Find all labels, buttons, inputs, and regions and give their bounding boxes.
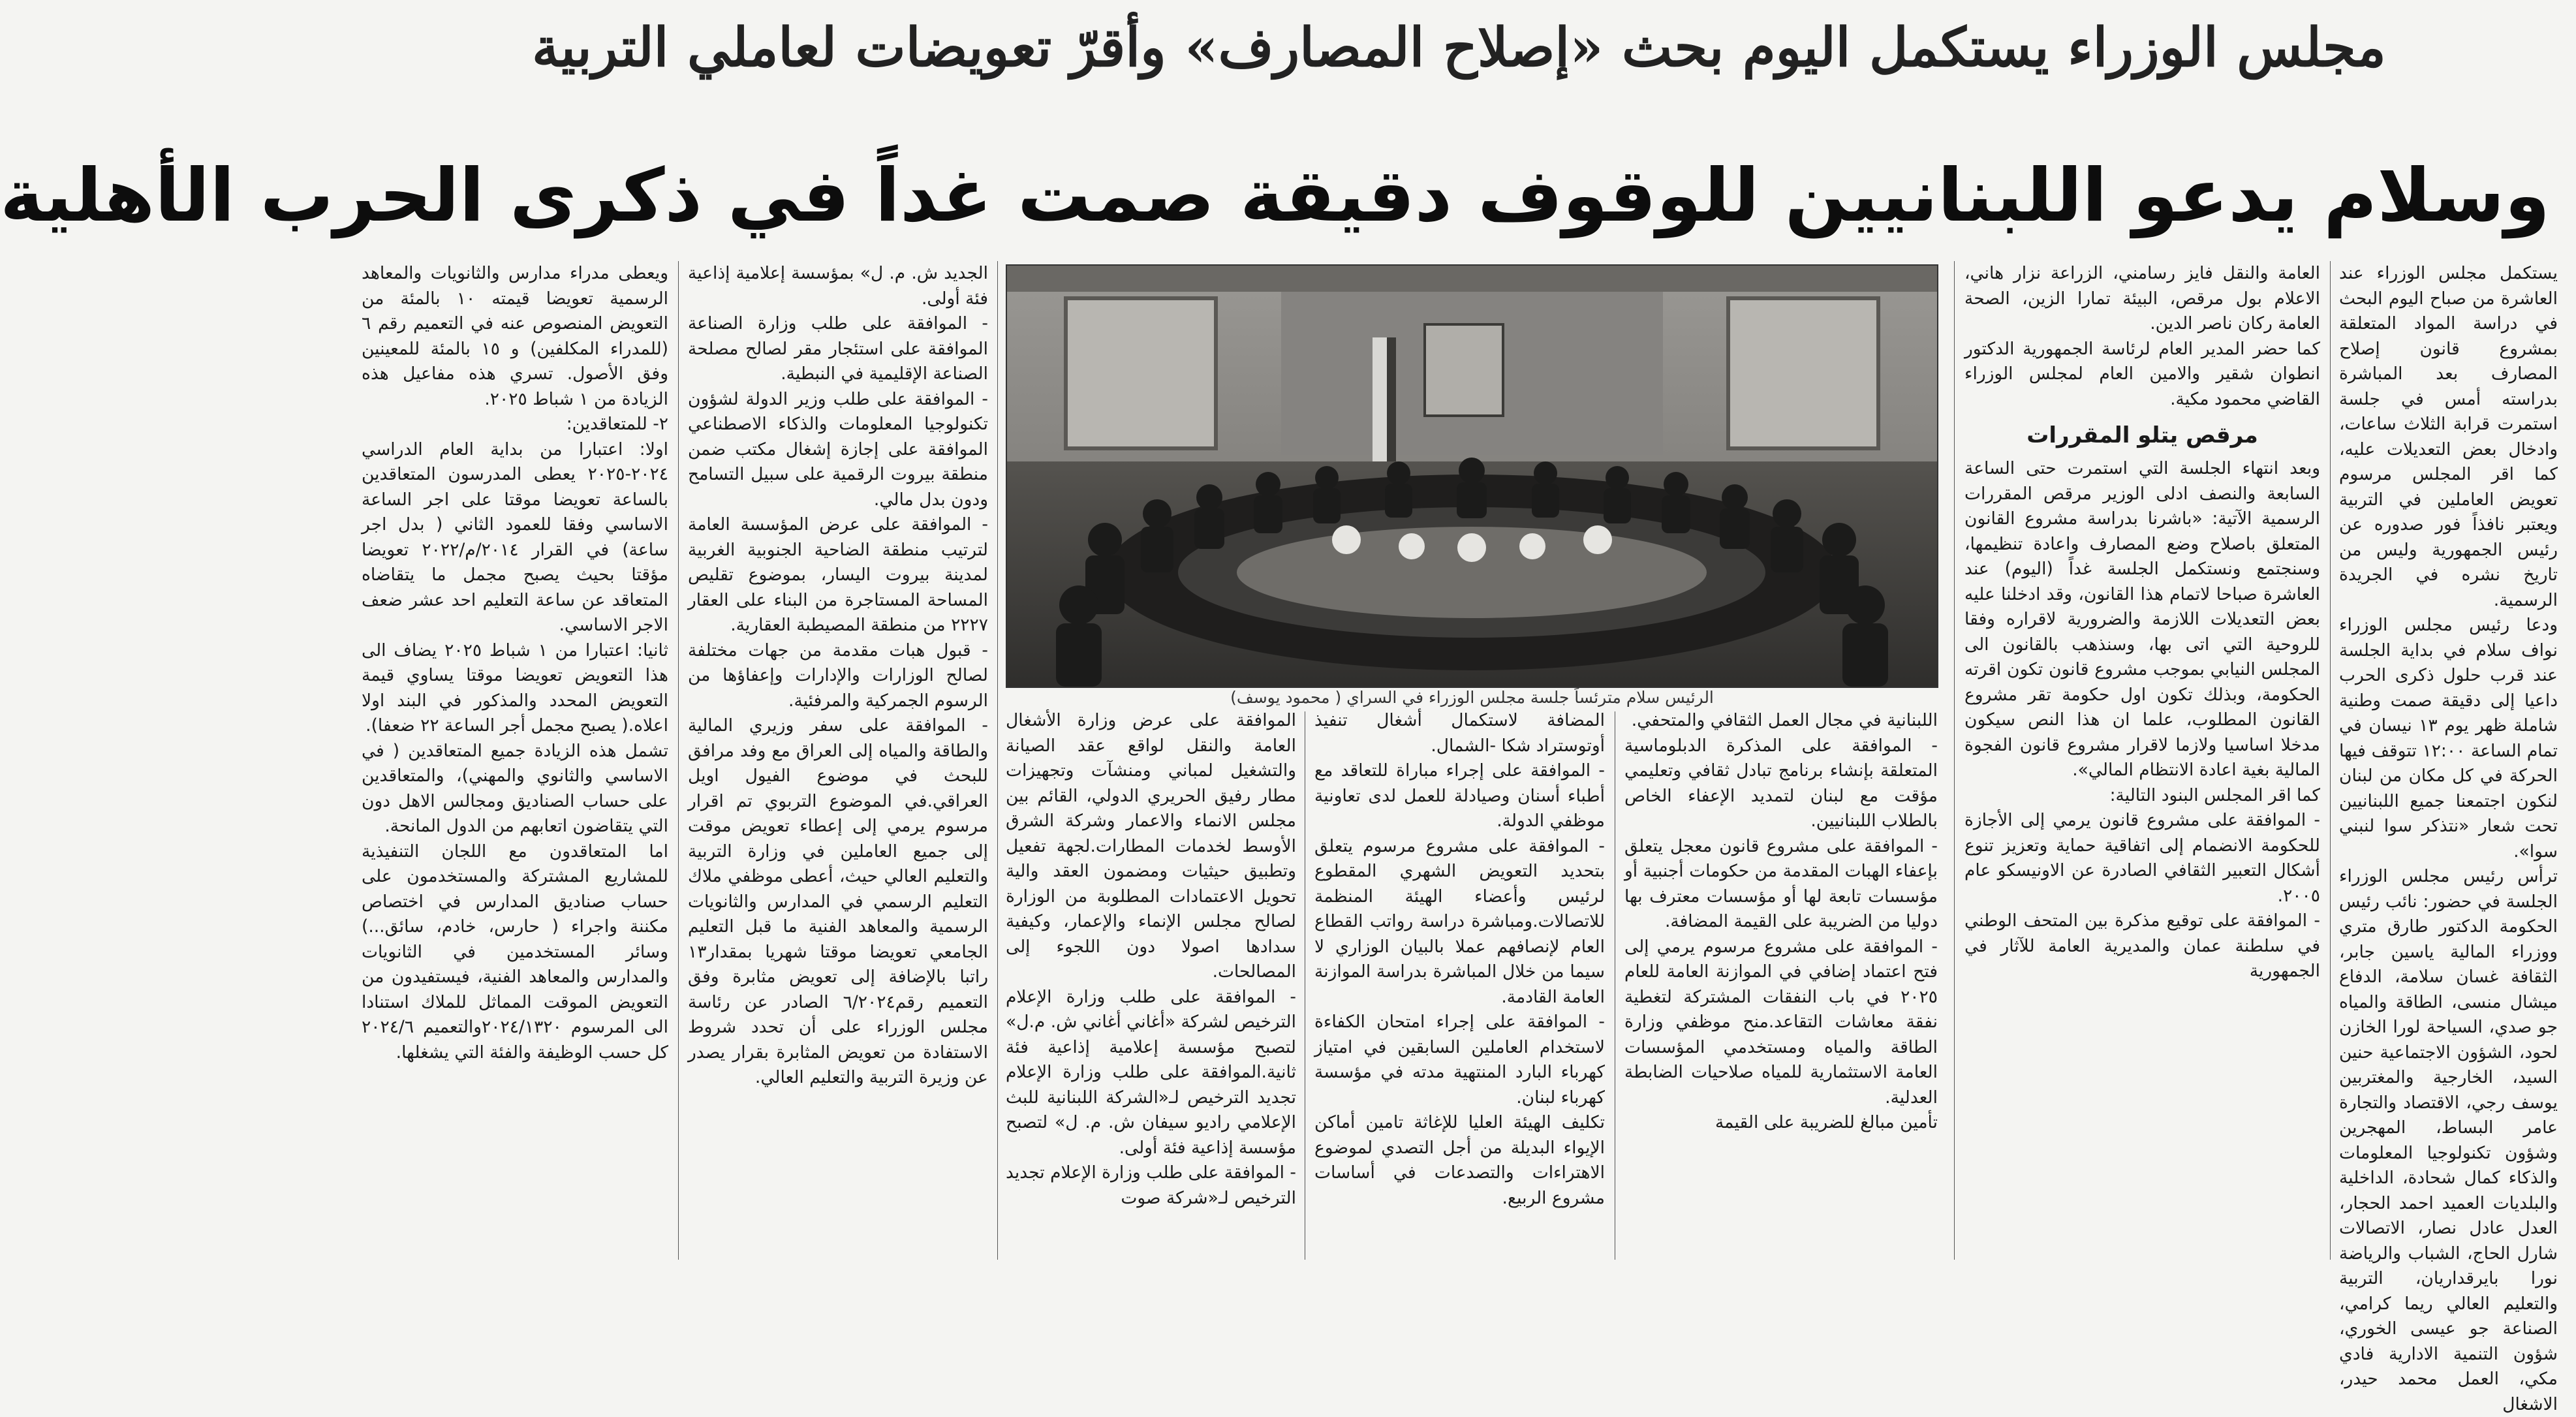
article-column-4	[1314, 708, 1605, 1260]
paragraph: - الموافقة على طلب وزير الدولة لشؤون تكنولوجيا المعلومات والذكاء الاصطناعي الموافقة على إجازة إشغال مكتب ضمن منطقة بيروت الرقمية على سبيل التسامح ودون بدل مالي.	[688, 388, 988, 510]
paragraph: - الموافقة على طلب وزارة الصناعة الموافقة على استئجار مقر لصالح مصلحة الصناعة الإقليمية في النبطية.	[688, 313, 988, 384]
section-heading: مرقص يتلو المقررات	[2026, 422, 2258, 448]
paragraph: - قبول هبات مقدمة من جهات مختلفة لصالح الوزارات والإدارات وإعفاؤها من الرسوم الجمركية والمرفئية.	[688, 640, 988, 711]
paragraph: ثانيا: اعتبارا من ١ شباط ٢٠٢٥ يضاف الى هذا التعويض تعويضا موقتا يساوي قيمة التعويض المحدد والمذكور في البند اولا اعلاه.( يصبح مجمل أجر الساعة ٢٢ ضعفا).	[362, 640, 668, 736]
paragraph: تشمل هذه الزيادة جميع المتعاقدين ( في الاساسي والثانوي والمهني)، والمتعاقدين على حساب الصناديق ومجالس الاهل دون التي يتقاضون اتعابهم من الدول المانحة.	[362, 740, 668, 836]
column-divider	[1954, 261, 1955, 1260]
paragraph: ٢- للمتعاقدين:	[566, 414, 668, 434]
paragraph: - الموافقة على سفر وزيري المالية والطاقة والمياه إلى العراق مع وفد مرافق للبحث في موضوع الفيول اويل العراقي.في الموضوع التربوي تم اقرار مرسوم يرمي إلى إعطاء تعويض موقت إلى جميع العاملين في وزارة التربية والتعليم العالي حيث، أعطى موظفي ملاك التعليم الرسمي في المدارس والثانويات الرسمية والمعاهد الفنية ما قبل التعليم الجامعي تعويضا موقتا شهريا بمقدار١٣ راتبا بالإضافة إلى تعويض مثابرة وفق التعميم رقم٦/٢٠٢٤ الصادر عن رئاسة مجلس الوزراء على أن تحدد شروط الاستفادة من تعويض المثابرة بقرار يصدر عن وزيرة التربية والتعليم العالي.	[688, 715, 988, 1087]
paragraph: - الموافقة على مشروع قانون يرمي إلى الأجازة للحكومة الانضمام إلى اتفاقية حماية وتعزيز تنوع أشكال التعبير الثقافي الصادرة عن الاونيسكو عام ٢٠٠٥.	[1964, 810, 2320, 906]
article-column-5	[1006, 708, 1296, 1260]
paragraph: اما المتعاقدون مع اللجان التنفيذية للمشاريع المشتركة والمستخدمون على حساب صناديق المدارس في اختصاص مكننة واجراء ( حارس، خادم، سائق...) وسائر المستخدمين في الثانويات والمدارس والمعاهد الفنية، فيستفيدون من التعويض الموقت المماثل للملاك استنادا الى المرسوم ٢٠٢٤/١٣٢٠والتعميم ٢٠٢٤/٦ كل حسب الوظيفة والفئة التي يشغلها.	[362, 841, 668, 1063]
photo-caption: الرئيس سلام مترئساً جلسة مجلس الوزراء في السراي ( محمود يوسف)	[1230, 688, 1714, 707]
main-headline: وسلام يدعو اللبنانيين للوقوف دقيقة صمت غداً في ذكرى الحرب الأهلية	[0, 153, 2550, 238]
paragraph: ويعطى مدراء مدارس والثانويات والمعاهد الرسمية تعويضا قيمته ١٠ بالمئة من التعويض المنصوص عنه في التعميم رقم ٦ (للمدراء المكلفين) و ١٥ بالمئة للمعينين وفق الأصول. تسري هذه مفاعيل هذه الزيادة من ١ شباط ٢٠٢٥.	[362, 263, 669, 409]
paragraph: وبعد انتهاء الجلسة التي استمرت حتى الساعة السابعة والنصف ادلى الوزير مرقص المقررات الرسمية الآتية: «باشرنا بدراسة مشروع القانون المتعلق باصلاح وضع المصارف واعادة تنظيمها، وسنجتمع ونستكمل الجلسة غداً (اليوم) عند العاشرة صباحا لاتمام هذا القانون، وقد ادخلنا عليه بعض التعديلات اللازمة والضرورية لاقراره وفقا للروحية التي اتى بها، وسنذهب بالقانون الى المجلس النيابي بموجب مشروع قانون تكون اقرته الحكومة، وبذلك تكون اول حكومة تقر مشروع القانون المطلوب، علما ان هذا النص سيكون مدخلا اساسيا ولازما لاقرار مشروع قانون الفجوة المالية بغية اعادة الانتظام المالي».	[1964, 458, 2320, 780]
paragraph: تكليف الهيئة العليا للإغاثة تامين أماكن الإيواء البديلة من أجل التصدي لموضوع الاهتراءات والتصدعات في أساسات مشروع الربيع.	[1314, 1112, 1605, 1208]
paragraph: كما اقر المجلس البنود التالية:	[2109, 785, 2320, 805]
column-divider	[678, 261, 679, 1260]
article-column-1	[2339, 261, 2558, 1414]
article-column-6	[688, 261, 988, 1260]
sub-headline: مجلس الوزراء يستكمل اليوم بحث «إصلاح المصارف» وأقرّ تعويضات لعاملي التربية	[532, 16, 2386, 79]
paragraph: - الموافقة على طلب وزارة الإعلام تجديد الترخيص لـ«شركة صوت	[1006, 1162, 1296, 1208]
paragraph: - الموافقة على المذكرة الدبلوماسية المتعلقة بإنشاء برنامج تبادل ثقافي وتعليمي مؤقت مع لبنان لتمديد الإعفاء الخاص بالطلاب اللبنانيين.	[1624, 735, 1938, 831]
article-column-3	[1624, 708, 1938, 1260]
paragraph: يستكمل مجلس الوزراء عند العاشرة من صباح اليوم البحث في دراسة المواد المتعلقة بمشروع قانون إصلاح المصارف بعد المباشرة بدراسته أمس في جلسة استمرت قرابة الثلاث ساعات، وادخال بعض التعديلات عليه، كما اقر المجلس مرسوم تعويض العاملين في التربية ويعتبر نافذاً فور صدوره عن رئيس الجمهورية وليس من تاريخ نشره في الجريدة الرسمية.	[2339, 263, 2558, 610]
column-divider	[997, 261, 998, 1260]
paragraph: - الموافقة على مشروع مرسوم يرمي إلى فتح اعتماد إضافي في الموازنة العامة للعام ٢٠٢٥ في باب النفقات المشتركة لتغطية نفقة معاشات التقاعد.منح موظفي وزارة الطاقة والمياه ومستخدمي المؤسسات العامة الاستثمارية للمياه صلاحيات الضابطة العدلية.	[1624, 936, 1938, 1108]
article-column-2	[1964, 261, 2320, 1260]
paragraph: الموافقة على عرض وزارة الأشغال العامة والنقل لواقع عقد الصيانة والتشغيل لمباني ومنشآت وتجهيزات مطار رفيق الحريري الدولي، القائم بين مجلس الانماء والاعمار وشركة الشرق الأوسط لخدمات المطارات.لجهة تفعيل وتطبيق حيثيات ومضمون العقد والية تحويل الاعتمادات المطلوبة من الوزارة لصالح مجلس الإنماء والإعمار، وكيفية سدادها اصولا دون اللجوء إلى المصالحات.	[1006, 710, 1296, 982]
paragraph: - الموافقة على إجراء امتحان الكفاءة لاستخدام العاملين السابقين في امتياز كهرباء البارد المنتهية مدته في مؤسسة كهرباء لبنان.	[1314, 1012, 1605, 1108]
cabinet-session-photo	[1006, 264, 1938, 688]
paragraph: المضافة لاستكمال أشغال تنفيذ أوتوستراد شكا -الشمال.	[1314, 710, 1605, 756]
paragraph: اولا: اعتبارا من بداية العام الدراسي ٢٠٢٤-٢٠٢٥ يعطى المدرسون المتعاقدين بالساعة تعويضا موقتا على اجر الساعة الاساسي وفقا للعمود الثاني ( بدل اجر ساعة) في القرار ٢٠١٤/م/٢٠٢٢ تعويضا مؤقتا بحيث يصبح مجمل ما يتقاضاه المتعاقد عن ساعة التعليم احد عشر ضعف الاجر الاساسي.	[362, 439, 668, 635]
column-divider	[2330, 261, 2331, 1260]
paragraph: - الموافقة على إجراء مباراة للتعاقد مع أطباء أسنان وصيادلة للعمل لدى تعاونية موظفي الدولة.	[1314, 760, 1605, 831]
paragraph: ترأس رئيس مجلس الوزراء الجلسة في حضور: نائب رئيس الحكومة الدكتور طارق متري ووزراء المالية ياسين جابر، الثقافة غسان سلامة، الدفاع ميشال منسى، الطاقة والمياه جو صدي، السياحة لورا الخازن لحود، الشؤون الاجتماعية حنين السيد، الخارجية والمغتربين يوسف رجي، الاقتصاد والتجارة عامر البساط، المهجرين وشؤون تكنولوجيا المعلومات والذكاء كمال شحادة، الداخلية والبلديات العميد احمد الحجار، العدل عادل نصار، الاتصالات شارل الحاج، الشباب والرياضة نورا بايرقداريان، التربية والتعليم العالي ريما كرامي، الصناعة جو عيسى الخوري، شؤون التنمية الادارية فادي مكي، العمل محمد حيدر، الاشغال	[2339, 866, 2558, 1414]
paragraph: - الموافقة على توقيع مذكرة بين المتحف الوطني في سلطنة عمان والمديرية العامة للآثار في الجمهورية	[1964, 911, 2320, 981]
paragraph: كما حضر المدير العام لرئاسة الجمهورية الدكتور انطوان شقير والامين العام لمجلس الوزراء القاضي محمود مكية.	[1964, 338, 2320, 409]
paragraph: - الموافقة على عرض المؤسسة العامة لترتيب منطقة الضاحية الجنوبية الغربية لمدينة بيروت اليسار، بموضوع تقليص المساحة المستاجرة من البناء على العقار ٢٢٢٧ من منطقة المصيطبة العقارية.	[688, 514, 988, 635]
paragraph: ودعا رئيس مجلس الوزراء نواف سلام في بداية الجلسة عند قرب حلول ذكرى الحرب داعيا إلى دقيقة صمت وطنية شاملة ظهر يوم ١٣ نيسان في تمام الساعة ١٢:٠٠ تتوقف فيها الحركة في كل مكان من لبنان لنكون اجتمعنا جميع اللبنانيين تحت شعار «نتذكر سوا لنبني سوا».	[2339, 615, 2558, 862]
paragraph: العامة والنقل فايز رسامني، الزراعة نزار هاني، الاعلام بول مرقص، البيئة تمارا الزين، الصحة العامة ركان ناصر الدين.	[1964, 263, 2320, 334]
paragraph: - الموافقة على مشروع مرسوم يتعلق بتحديد التعويض الشهري المقطوع لرئيس وأعضاء الهيئة المنظمة للاتصالات.ومباشرة دراسة رواتب القطاع العام لإنصافهم عملا بالبيان الوزاري لا سيما من خلال المباشرة بدراسة الموازنة العامة القادمة.	[1314, 835, 1605, 1007]
paragraph: - الموافقة على طلب وزارة الإعلام الترخيص لشركة «أغاني أغاني ش. م.ل» لتصبح مؤسسة إعلامية إذاعية فئة ثانية.الموافقة على طلب وزارة الإعلام تجديد الترخيص لـ«الشركة اللبنانية للبث الإعلامي راديو سيفان ش. م. ل» لتصبح مؤسسة إذاعية فئة أولى.	[1006, 986, 1296, 1158]
article-column-7	[362, 261, 668, 1260]
paragraph: تأمين مبالغ للضريبة على القيمة	[1715, 1112, 1938, 1132]
paragraph: - الموافقة على مشروع قانون معجل يتعلق بإعفاء الهبات المقدمة من حكومات أجنبية أو مؤسسات تابعة لها أو مؤسسات معترف بها دوليا من الضريبة على القيمة المضافة.	[1624, 835, 1938, 931]
paragraph: اللبنانية في مجال العمل الثقافي والمتحفي.	[1631, 710, 1938, 730]
paragraph: الجديد ش. م. ل» بمؤسسة إعلامية إذاعية فئة أولى.	[688, 263, 988, 309]
